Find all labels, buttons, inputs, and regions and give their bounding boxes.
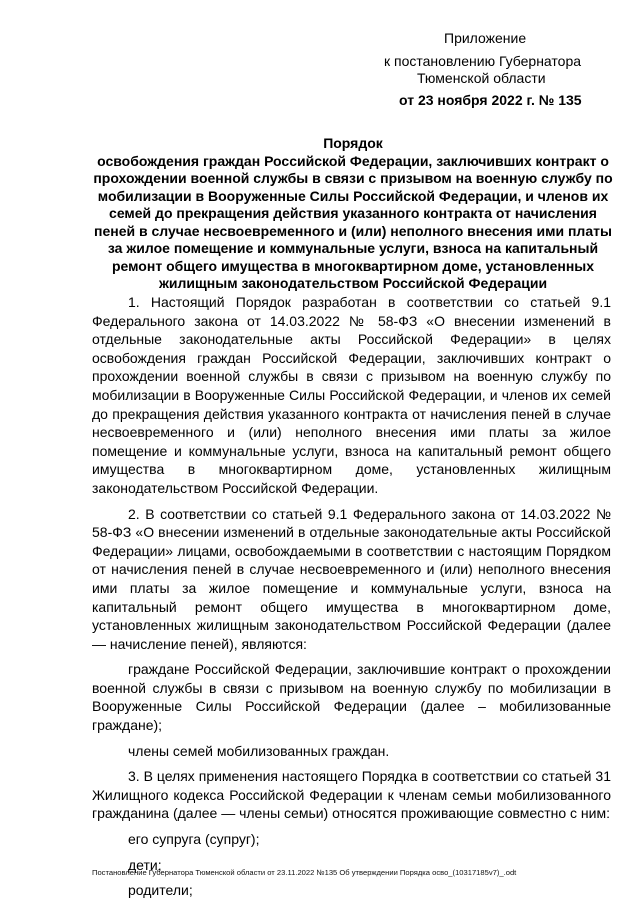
- appendix-label: Приложение: [444, 30, 527, 46]
- paragraph-1: 1. Настоящий Порядок разработан в соответствии со статьей 9.1 Федерального закона от 14.03.2022 № 58-ФЗ «О внесении изменений в отдельные законодательные акты Российской Федерации» в целях освобождения граждан Российской Федерации, заключивших контракт о прохождении военной службы в связи с призывом на военную службу по мобилизации в Вооруженные Силы Российской Федерации, и членов их семей до прекращения действия указанного контракта от начисления пеней в случае несвоевременного и (или) неполного внесения ими платы за жилое помещение и коммунальные услуги, взноса на капитальный ремонт общего имущества в многоквартирном доме, установленных жилищным законодательством Российской Федерации.: [92, 294, 611, 496]
- paragraph-2-item-mobilized: граждане Российской Федерации, заключившие контракт о прохождении военной службы в связи с призывом на военную службу по мобилизации в Вооруженные Силы Российской Федерации (далее – мобилизованные граждане);: [92, 661, 611, 734]
- region-label: Тюменской области: [417, 70, 546, 86]
- document-title-block: [92, 135, 614, 293]
- document-title: Порядок: [323, 135, 383, 151]
- document-body: [92, 293, 611, 907]
- family-member-spouse: его супруга (супруг);: [128, 831, 260, 848]
- document-footer: Постановление Губернатора Тюменской области от 23.11.2022 №135 Об утверждении Порядка осво_(10317185v7)_.odt: [92, 868, 517, 877]
- document-subtitle: освобождения граждан Российской Федерации, заключивших контракт о прохождении военной службы в связи с призывом на военную службу по мобилизации в Вооруженные Силы Российской Федерации, и членов их семей до прекращения действия указанного контракта от начисления пеней в случае несвоевременного и (или) неполного внесения ими платы за жилое помещение и коммунальные услуги, взноса на капитальный ремонт общего имущества в многоквартирном доме, установленных жилищным законодательством Российской Федерации: [93, 152, 613, 291]
- paragraph-3: 3. В целях применения настоящего Порядка в соответствии со статьей 31 Жилищного кодекса Российской Федерации к членам семьи мобилизованного гражданина (далее — члены семьи) относятся проживающие совместно с ним:: [92, 768, 611, 822]
- family-member-parents: родители;: [128, 882, 193, 899]
- resolution-label: к постановлению Губернатора: [384, 53, 582, 69]
- paragraph-2: 2. В соответствии со статьей 9.1 Федерального закона от 14.03.2022 № 58-ФЗ «О внесении изменений в отдельные законодательные акты Российской Федерации» лицами, освобождаемыми в соответствии с настоящим Порядком от начисления пеней в случае несвоевременного и (или) неполного внесения ими платы за жилое помещение и коммунальные услуги, взноса на капитальный ремонт общего имущества в многоквартирном доме, установленных жилищным законодательством Российской Федерации (далее — начисление пеней), являются:: [92, 505, 611, 652]
- paragraph-2-item-family: члены семей мобилизованных граждан.: [128, 742, 390, 759]
- resolution-date-number: от 23 ноября 2022 г. № 135: [399, 92, 582, 108]
- family-member-children: дети;: [128, 856, 162, 873]
